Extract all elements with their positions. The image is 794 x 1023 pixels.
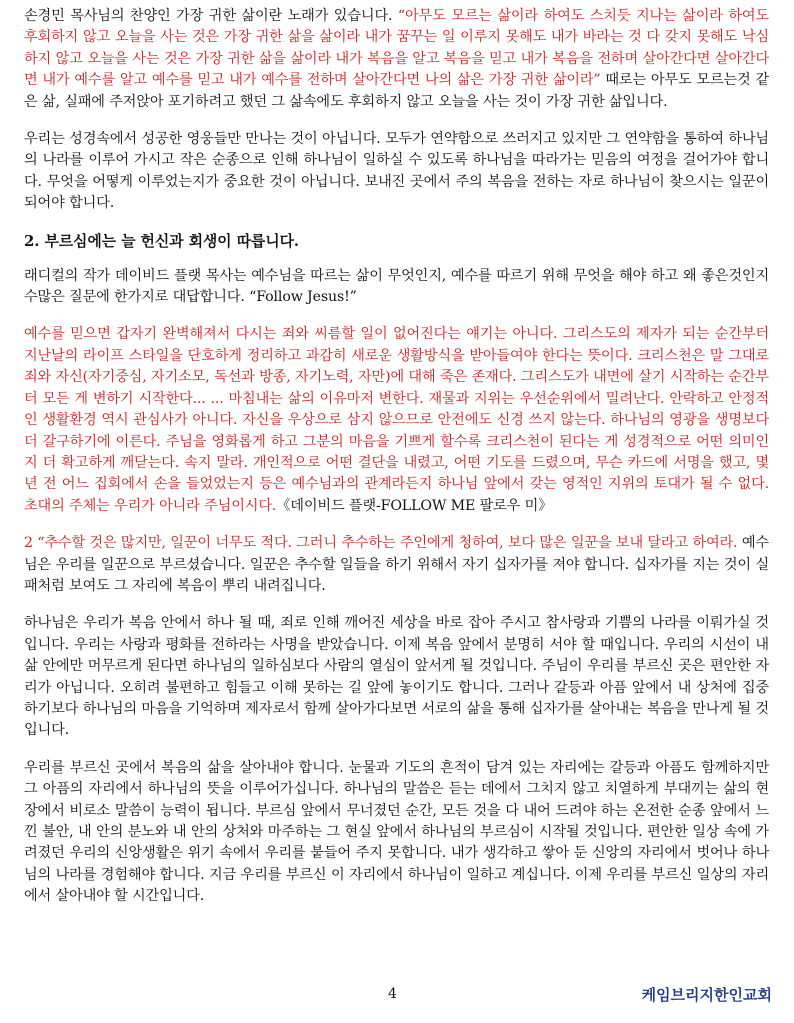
section-heading: 2. 부르심에는 늘 헌신과 회생이 따릅니다. (24, 232, 300, 250)
paragraph-harvest (24, 533, 769, 597)
paragraph-song-intro (24, 6, 769, 113)
scripture-quote: 2 “추수할 것은 많지만, 일꾼이 너무도 적다. 그러니 추수하는 주인에게 청하여, 보다 많은 일꾼을 보내 달라고 하여라. (24, 535, 738, 552)
paragraph-text: 예수님은 우리를 일꾼으로 부르셨습니다. 일꾼은 추수할 일들을 하기 위해서 자기 십자가를 져야 합니다. 십자가를 지는 것이 실패처럼 보여도 그 자리에 복음이 뿌리 내려집니다. (24, 535, 769, 594)
paragraph-text: 손경민 목사님의 찬양인 가장 귀한 삶이란 노래가 있습니다. (24, 8, 398, 24)
paragraph-gospel-unity: 하나님은 우리가 복음 안에서 하나 될 때, 죄로 인해 깨어진 세상을 바로 잡아 주시고 참사랑과 기쁨의 나라를 이뤄가실 것입니다. 우리는 사랑과 평화를 전하라는 사명을 받았습니다. 이제 복음 앞에서 분명히 서야 할 때입니다. 우리의 시선이 내 삶 안에만 머무르게 된다면 하나님의 일하심보다 사람의 열심이 앞서게 될 것입니다. 주님이 우리를 부르신 곳은 편안한 자리가 아닙니다. 오히려 불편하고 힘들고 이해 못하는 길 앞에 놓이기도 합니다. 그러나 갈등과 아픔 앞에서 내 상처에 집중하기보다 하나님의 마음을 기억하며 제자로서 함께 살아가다보면 서로의 삶을 통해 십자가를 살아내는 복음을 만나게 될 것입니다. (24, 615, 769, 739)
paragraph-calling: 우리를 부르신 곳에서 복음의 삶을 살아내야 합니다. 눈물과 기도의 흔적이 담겨 있는 자리에는 갈등과 아픔도 함께하지만 그 아픔의 자리에서 하나님의 뜻을 이루어가십니다. 하나님의 말씀은 듣는 데에서 그치지 않고 치열하게 부대끼는 삶의 현장에서 비로소 말씀이 능력이 됩니다. 부르심 앞에서 무너졌던 순간, 모든 것을 다 내어 드려야 하는 온전한 순종 앞에서 느낀 불안, 내 안의 분노와 내 안의 상처와 마주하는 그 현실 앞에서 하나님의 부르심이 시작될 것입니다. 편안한 일상 속에 가려졌던 우리의 신앙생활은 위기 속에서 우리를 붙들어 주지 못합니다. 내가 생각하고 쌓아 둔 신앙의 자리에서 벗어나 하나님의 나라를 경험해야 합니다. 지금 우리를 부르신 이 자리에서 하나님이 일하고 계십니다. 이제 우리를 부르신 일상의 자리에서 살아내야 할 시간입니다. (24, 759, 769, 905)
paragraph-follow-me-quote (24, 324, 769, 517)
book-citation: 《데이비드 플랫-FOLLOW ME 팔로우 미》 (276, 497, 553, 514)
page-number: 4 (388, 986, 397, 1002)
church-name: 케임브리지한인교회 (641, 986, 772, 1004)
paragraph-text: 때로는 아무도 모르는것 같은 삶, 실패에 주저앉아 포기하려고 했던 그 삶속에도 후회하지 않고 오늘을 사는 것이 가장 귀한 삶입니다. (24, 72, 770, 110)
paragraph-weakness: 우리는 성경속에서 성공한 영웅들만 만나는 것이 아닙니다. 모두가 연약함으로 쓰러지고 있지만 그 연약함을 통하여 하나님의 나라를 이루어 가시고 작은 순종으로 인해 하나님이 일하실 수 있도록 하나님을 따라가는 믿음의 여정을 걸어가야 합니다. 무엇을 어떻게 이루었는지가 중요한 것이 아닙니다. 보내진 곳에서 주의 복음을 전하는 자로 하나님이 찾으시는 일꾼이 되어야 합니다. (24, 131, 769, 212)
follow-me-quote: 예수를 믿으면 갑자기 완벽해져서 다시는 죄와 씨름할 일이 없어진다는 얘기는 아니다. 그리스도의 제자가 되는 순간부터 지난날의 라이프 스타일을 단호하게 정리하고 과감히 새로운 생활방식을 받아들여야 한다는 뜻이다. 크리스천은 말 그대로 죄와 자신(자기중심, 자기소모, 독선과 방종, 자기노력, 자만)에 대해 죽은 존재다. 그리스도가 내면에 살기 시작하는 순간부터 모든 게 변하기 시작한다... ... 마침내는 삶의 이유마저 변한다. 재물과 지위는 우선순위에서 밀려난다. 안락하고 안정적인 생활환경 역시 관심사가 아니다. 자신을 우상으로 삼지 않으므로 안전에도 신경 쓰지 않는다. 하나님의 영광을 생명보다 더 갈구하기에 이른다. 주님을 영화롭게 하고 그분의 마음을 기쁘게 할수록 크리스천이 된다는 게 성경적으로 어떤 의미인지 더 확고하게 깨닫는다. 속지 말라. 개인적으로 어떤 결단을 내렸고, 어떤 기도를 드렸으며, 무슨 카드에 서명을 했고, 몇 년 전 어느 집회에서 손을 들었었는지 등은 예수님과의 관계라든지 하나님 앞에서 갖는 영적인 지위의 토대가 될 수 없다. 초대의 주체는 우리가 아니라 주님이시다. (24, 326, 769, 514)
document-body (24, 6, 769, 924)
paragraph-radical: 래디컬의 작가 데이비드 플랫 목사는 예수님을 따르는 삶이 무엇인지, 예수를 따르기 위해 무엇을 해야 하고 왜 좋은것인지 수많은 질문에 한가지로 대답합니다. “Follow Jesus!” (24, 267, 769, 306)
song-lyrics-quote: “아무도 모르는 삶이라 하여도 스치듯 지나는 삶이라 하여도 후회하지 않고 오늘을 사는 것은 가장 귀한 삶을 삶이라 내가 꿈꾸는 일 이루지 못해도 내가 바라는 것 다 갖지 못해도 낙심하지 않고 오늘을 사는 것은 가장 귀한 삶을 삶이라 내가 복음을 알고 복음을 믿고 내가 복음을 전하며 살아간다면 살아간다면 내가 예수를 알고 예수를 믿고 내가 예수를 전하며 살아간다면 나의 삶은 가장 귀한 삶이라” (24, 8, 769, 89)
